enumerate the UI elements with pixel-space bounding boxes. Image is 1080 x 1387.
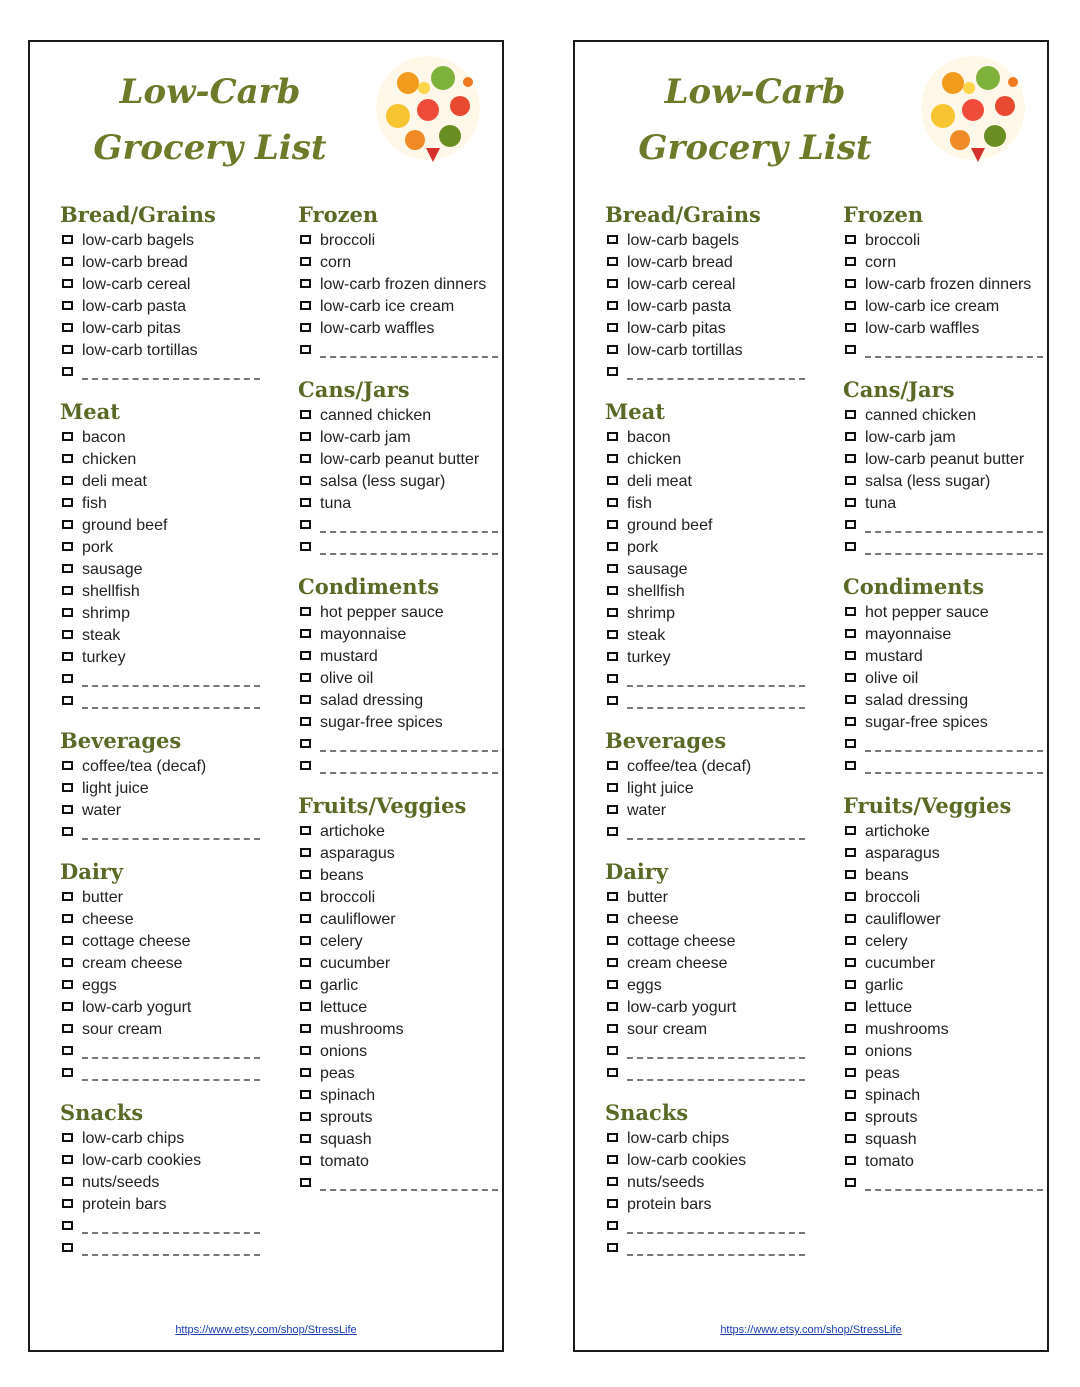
checklist-item[interactable]: cheese — [605, 909, 805, 930]
checklist-item[interactable]: low-carb cookies — [60, 1150, 260, 1171]
section-fruits-veggies — [298, 793, 498, 1194]
checklist-item[interactable]: spinach — [298, 1085, 498, 1106]
section-title: Snacks — [60, 1100, 144, 1125]
blank-checklist-item[interactable] — [605, 362, 805, 383]
checklist-item[interactable]: low-carb yogurt — [60, 997, 260, 1018]
section-title: Snacks — [605, 1100, 689, 1125]
checklist-item[interactable]: hot pepper sauce — [843, 602, 1043, 623]
checklist-item[interactable]: low-carb bagels — [60, 230, 260, 251]
blank-checklist-item[interactable] — [843, 734, 1043, 755]
checklist-item[interactable]: steak — [60, 625, 260, 646]
shop-link[interactable]: https://www.etsy.com/shop/StressLife — [175, 1324, 357, 1336]
checklist-item[interactable]: asparagus — [298, 843, 498, 864]
section-frozen — [298, 202, 498, 361]
blank-checklist-item[interactable] — [605, 822, 805, 843]
checklist-item[interactable]: broccoli — [843, 230, 1043, 251]
blank-checklist-item[interactable] — [60, 1238, 260, 1259]
checklist-item[interactable]: beans — [843, 865, 1043, 886]
section-title: Cans/Jars — [298, 377, 410, 402]
checklist-item[interactable]: eggs — [605, 975, 805, 996]
checklist-item[interactable]: broccoli — [298, 230, 498, 251]
left-column — [60, 202, 260, 1275]
blank-checklist-item[interactable] — [843, 537, 1043, 558]
section-meat — [60, 399, 260, 712]
checklist-item[interactable]: garlic — [843, 975, 1043, 996]
left-column — [605, 202, 805, 1275]
blank-checklist-item[interactable] — [298, 756, 498, 777]
grocery-card-2 — [573, 40, 1049, 1352]
checklist-item[interactable]: olive oil — [843, 668, 1043, 689]
checklist-item[interactable]: cucumber — [298, 953, 498, 974]
checklist-item[interactable]: artichoke — [298, 821, 498, 842]
checklist-item[interactable]: low-carb peanut butter — [298, 449, 498, 470]
section-title: Beverages — [60, 728, 182, 753]
checklist-item[interactable]: low-carb waffles — [298, 318, 498, 339]
vegetables-circle-icon — [368, 48, 488, 168]
checklist-item[interactable]: salsa (less sugar) — [298, 471, 498, 492]
checklist-item[interactable]: water — [605, 800, 805, 821]
checklist-item[interactable]: steak — [605, 625, 805, 646]
checklist-item[interactable]: tuna — [298, 493, 498, 514]
checklist-item[interactable]: shrimp — [605, 603, 805, 624]
checklist-item[interactable]: mayonnaise — [843, 624, 1043, 645]
checklist-item[interactable]: chicken — [605, 449, 805, 470]
checklist-item[interactable]: cottage cheese — [605, 931, 805, 952]
checklist-item[interactable]: low-carb waffles — [843, 318, 1043, 339]
checklist-item[interactable]: peas — [843, 1063, 1043, 1084]
checklist-item[interactable]: celery — [843, 931, 1043, 952]
checklist-item[interactable]: low-carb pitas — [60, 318, 260, 339]
checklist-item[interactable]: hot pepper sauce — [298, 602, 498, 623]
checklist-item[interactable]: turkey — [60, 647, 260, 668]
checklist-item[interactable]: low-carb pitas — [605, 318, 805, 339]
blank-checklist-item[interactable] — [298, 340, 498, 361]
checklist-item[interactable]: low-carb pasta — [605, 296, 805, 317]
checklist-item[interactable]: salad dressing — [298, 690, 498, 711]
blank-checklist-item[interactable] — [298, 515, 498, 536]
section-fruits-veggies — [843, 793, 1043, 1194]
checklist-item[interactable]: cottage cheese — [60, 931, 260, 952]
section-title: Meat — [60, 399, 120, 424]
checklist-item[interactable]: corn — [843, 252, 1043, 273]
checklist-item[interactable]: light juice — [60, 778, 260, 799]
checklist-item[interactable]: light juice — [605, 778, 805, 799]
card-title: Low-Carb Grocery List — [638, 72, 872, 168]
blank-checklist-item[interactable] — [60, 1063, 260, 1084]
checklist-item[interactable]: onions — [298, 1041, 498, 1062]
checklist-item[interactable]: asparagus — [843, 843, 1043, 864]
checklist-item[interactable]: chicken — [60, 449, 260, 470]
checklist-item[interactable]: low-carb bread — [605, 252, 805, 273]
checklist-item[interactable]: artichoke — [843, 821, 1043, 842]
checklist-item[interactable]: butter — [605, 887, 805, 908]
checklist-item[interactable]: fish — [605, 493, 805, 514]
right-column — [843, 202, 1043, 1210]
checklist-item[interactable]: mustard — [843, 646, 1043, 667]
checklist-item[interactable]: low-carb chips — [60, 1128, 260, 1149]
checklist-item[interactable]: low-carb cookies — [605, 1150, 805, 1171]
blank-checklist-item[interactable] — [605, 1063, 805, 1084]
checklist-item[interactable]: ground beef — [605, 515, 805, 536]
checklist-item[interactable]: mushrooms — [843, 1019, 1043, 1040]
checklist-item[interactable]: squash — [298, 1129, 498, 1150]
checklist-item[interactable]: tomato — [298, 1151, 498, 1172]
blank-checklist-item[interactable] — [298, 734, 498, 755]
checklist-item[interactable]: low-carb cereal — [60, 274, 260, 295]
blank-checklist-item[interactable] — [843, 515, 1043, 536]
section-title: Cans/Jars — [843, 377, 955, 402]
checklist-item[interactable]: low-carb ice cream — [843, 296, 1043, 317]
vegetables-circle-icon — [913, 48, 1033, 168]
blank-checklist-item[interactable] — [843, 1173, 1043, 1194]
checklist-item[interactable]: spinach — [843, 1085, 1043, 1106]
section-frozen — [843, 202, 1043, 361]
checklist-item[interactable]: shellfish — [60, 581, 260, 602]
checklist-item[interactable]: lettuce — [843, 997, 1043, 1018]
checklist-item[interactable]: deli meat — [60, 471, 260, 492]
checklist-item[interactable]: peas — [298, 1063, 498, 1084]
section-title: Meat — [605, 399, 665, 424]
checklist-item[interactable]: shrimp — [60, 603, 260, 624]
checklist-item[interactable]: canned chicken — [843, 405, 1043, 426]
blank-checklist-item[interactable] — [605, 691, 805, 712]
checklist-item[interactable]: cauliflower — [298, 909, 498, 930]
right-column — [298, 202, 498, 1210]
checklist-item[interactable]: cauliflower — [843, 909, 1043, 930]
section-cans-jars — [298, 377, 498, 558]
checklist-item[interactable]: onions — [843, 1041, 1043, 1062]
checklist-item[interactable]: low-carb chips — [605, 1128, 805, 1149]
section-cans-jars — [843, 377, 1043, 558]
checklist-item[interactable]: turkey — [605, 647, 805, 668]
checklist-item[interactable]: sprouts — [843, 1107, 1043, 1128]
checklist-item[interactable]: sugar-free spices — [298, 712, 498, 733]
blank-checklist-item[interactable] — [298, 1173, 498, 1194]
section-title: Frozen — [843, 202, 924, 227]
checklist-item[interactable]: cheese — [60, 909, 260, 930]
checklist-item[interactable]: water — [60, 800, 260, 821]
checklist-item[interactable]: low-carb frozen dinners — [298, 274, 498, 295]
checklist-item[interactable]: olive oil — [298, 668, 498, 689]
checklist-item[interactable]: low-carb cereal — [605, 274, 805, 295]
checklist-item[interactable]: cream cheese — [605, 953, 805, 974]
checklist-item[interactable]: low-carb peanut butter — [843, 449, 1043, 470]
checklist-item[interactable]: eggs — [60, 975, 260, 996]
blank-checklist-item[interactable] — [60, 822, 260, 843]
checklist-item[interactable]: coffee/tea (decaf) — [605, 756, 805, 777]
section-beverages — [605, 728, 805, 843]
checklist-item[interactable]: sour cream — [605, 1019, 805, 1040]
grocery-card-1 — [28, 40, 504, 1352]
checklist-item[interactable]: bacon — [60, 427, 260, 448]
checklist-item[interactable]: pork — [605, 537, 805, 558]
checklist-item[interactable]: nuts/seeds — [60, 1172, 260, 1193]
checklist-item[interactable]: low-carb jam — [843, 427, 1043, 448]
checklist-item[interactable]: salad dressing — [843, 690, 1043, 711]
blank-checklist-item[interactable] — [298, 537, 498, 558]
section-beverages — [60, 728, 260, 843]
blank-checklist-item[interactable] — [60, 362, 260, 383]
checklist-item[interactable]: protein bars — [60, 1194, 260, 1215]
blank-checklist-item[interactable] — [843, 340, 1043, 361]
checklist-item[interactable]: mushrooms — [298, 1019, 498, 1040]
checklist-item[interactable]: coffee/tea (decaf) — [60, 756, 260, 777]
checklist-item[interactable]: protein bars — [605, 1194, 805, 1215]
checklist-item[interactable]: cream cheese — [60, 953, 260, 974]
section-title: Fruits/Veggies — [843, 793, 1012, 818]
section-title: Beverages — [605, 728, 727, 753]
checklist-item[interactable]: low-carb jam — [298, 427, 498, 448]
card-title: Low-Carb Grocery List — [93, 72, 327, 168]
checklist-item[interactable]: ground beef — [60, 515, 260, 536]
section-meat — [605, 399, 805, 712]
checklist-item[interactable]: low-carb tortillas — [605, 340, 805, 361]
section-title: Bread/Grains — [605, 202, 761, 227]
checklist-item[interactable]: corn — [298, 252, 498, 273]
section-dairy — [60, 859, 260, 1084]
checklist-item[interactable]: lettuce — [298, 997, 498, 1018]
blank-checklist-item[interactable] — [605, 1041, 805, 1062]
checklist-item[interactable]: butter — [60, 887, 260, 908]
checklist-item[interactable]: cucumber — [843, 953, 1043, 974]
checklist-item[interactable]: sugar-free spices — [843, 712, 1043, 733]
checklist-item[interactable]: low-carb bagels — [605, 230, 805, 251]
blank-checklist-item[interactable] — [843, 756, 1043, 777]
shop-link[interactable]: https://www.etsy.com/shop/StressLife — [720, 1324, 902, 1336]
checklist-item[interactable]: pork — [60, 537, 260, 558]
checklist-item[interactable]: bacon — [605, 427, 805, 448]
checklist-item[interactable]: mayonnaise — [298, 624, 498, 645]
checklist-item[interactable]: deli meat — [605, 471, 805, 492]
section-title: Condiments — [843, 574, 985, 599]
checklist-item[interactable]: tuna — [843, 493, 1043, 514]
blank-checklist-item[interactable] — [60, 669, 260, 690]
checklist-item[interactable]: tomato — [843, 1151, 1043, 1172]
checklist-item[interactable]: fish — [60, 493, 260, 514]
section-title: Fruits/Veggies — [298, 793, 467, 818]
checklist-item[interactable]: nuts/seeds — [605, 1172, 805, 1193]
checklist-item[interactable]: low-carb bread — [60, 252, 260, 273]
checklist-item[interactable]: broccoli — [843, 887, 1043, 908]
blank-checklist-item[interactable] — [605, 1216, 805, 1237]
section-bread-grains — [60, 202, 260, 383]
checklist-item[interactable]: broccoli — [298, 887, 498, 908]
section-bread-grains — [605, 202, 805, 383]
section-snacks — [605, 1100, 805, 1259]
section-title: Bread/Grains — [60, 202, 216, 227]
section-dairy — [605, 859, 805, 1084]
checklist-item[interactable]: low-carb tortillas — [60, 340, 260, 361]
checklist-item[interactable]: low-carb pasta — [60, 296, 260, 317]
blank-checklist-item[interactable] — [60, 691, 260, 712]
checklist-item[interactable]: low-carb yogurt — [605, 997, 805, 1018]
checklist-item[interactable]: shellfish — [605, 581, 805, 602]
checklist-item[interactable]: sausage — [605, 559, 805, 580]
checklist-item[interactable]: celery — [298, 931, 498, 952]
section-snacks — [60, 1100, 260, 1259]
checklist-item[interactable]: sausage — [60, 559, 260, 580]
section-title: Dairy — [605, 859, 669, 884]
checklist-item[interactable]: canned chicken — [298, 405, 498, 426]
checklist-item[interactable]: sprouts — [298, 1107, 498, 1128]
checklist-item[interactable]: sour cream — [60, 1019, 260, 1040]
checklist-item[interactable]: squash — [843, 1129, 1043, 1150]
blank-checklist-item[interactable] — [60, 1041, 260, 1062]
section-title: Frozen — [298, 202, 379, 227]
checklist-item[interactable]: beans — [298, 865, 498, 886]
checklist-item[interactable]: low-carb ice cream — [298, 296, 498, 317]
blank-checklist-item[interactable] — [60, 1216, 260, 1237]
checklist-item[interactable]: mustard — [298, 646, 498, 667]
blank-checklist-item[interactable] — [605, 669, 805, 690]
checklist-item[interactable]: low-carb frozen dinners — [843, 274, 1043, 295]
section-condiments — [298, 574, 498, 777]
checklist-item[interactable]: salsa (less sugar) — [843, 471, 1043, 492]
section-title: Condiments — [298, 574, 440, 599]
section-title: Dairy — [60, 859, 124, 884]
section-condiments — [843, 574, 1043, 777]
blank-checklist-item[interactable] — [605, 1238, 805, 1259]
checklist-item[interactable]: garlic — [298, 975, 498, 996]
